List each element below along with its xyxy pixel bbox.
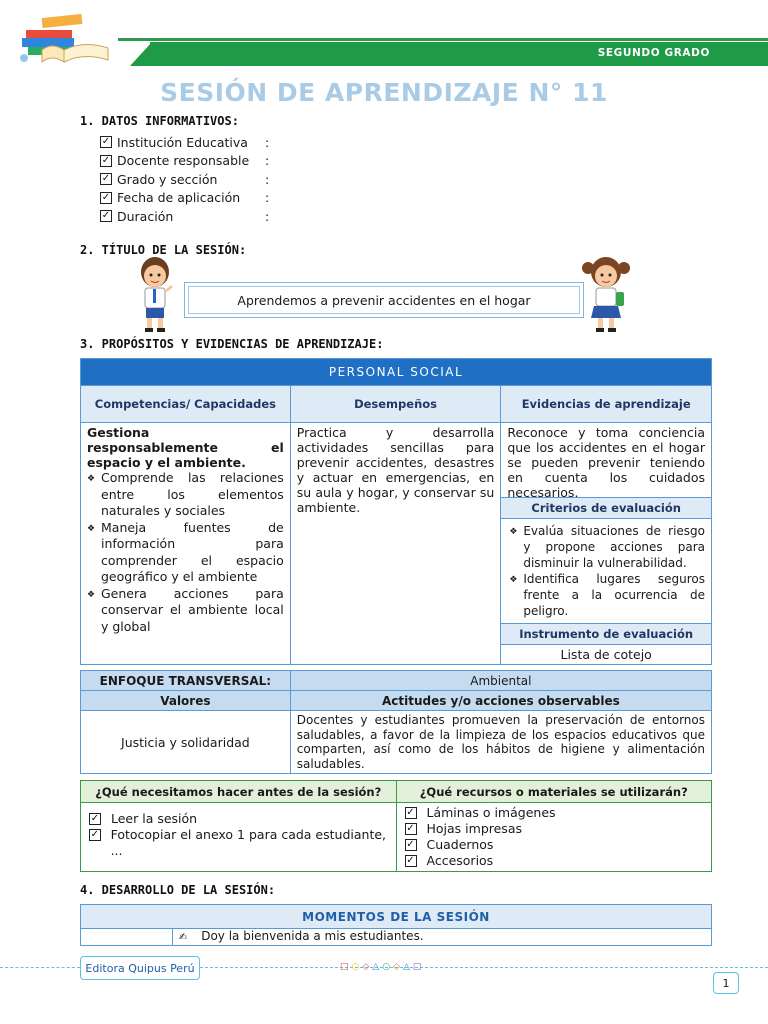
list-item: ✓ Accesorios (406, 853, 494, 868)
checkbox-icon: ✓ (406, 807, 415, 818)
datos-item: ✓ Duración : (101, 208, 270, 224)
moment-cell (81, 929, 173, 946)
page-number: 1 (713, 972, 739, 994)
list-item: ✓ Leer la sesión (90, 811, 198, 826)
col-desempenos: Desempeños (290, 386, 501, 423)
actions-heading: Actitudes y/o acciones observables (290, 691, 711, 711)
session-title-box (184, 282, 584, 318)
purposes-table (80, 358, 712, 665)
enfoque-label: ENFOQUE TRANSVERSAL: (81, 671, 291, 691)
checkbox-icon: ✓ (406, 823, 415, 834)
section-datos-heading: 1. DATOS INFORMATIVOS: (80, 114, 239, 128)
instrument-heading: Instrumento de evaluación (501, 623, 711, 645)
actions-text: Docentes y estudiantes promueven la preservación de entornos saludables, a favor de la limpieza de los espacios educativos que comparten, así como de los hábitos de higiene y alimentación saludables. (290, 711, 711, 774)
values-text: Justicia y solidaridad (81, 711, 291, 774)
preparation-table (80, 780, 712, 872)
page-header (0, 0, 768, 70)
criteria-item: ❖ Evalúa situaciones de riesgo y propone acciones para disminuir la vulnerabilidad. (509, 523, 705, 571)
instrument-value: Lista de cotejo (560, 647, 652, 662)
pencil-icon: ✍ (178, 932, 188, 943)
checkbox-icon: ✓ (90, 813, 100, 824)
page-title: SESIÓN DE APRENDIZAJE N° 11 (160, 78, 608, 107)
datos-item: ✓ Institución Educativa : (101, 134, 270, 150)
competence-cell (81, 423, 291, 665)
section-development-heading: 4. DESARROLLO DE LA SESIÓN: (80, 883, 276, 897)
capacity-item: ❖ Maneja fuentes de información para comprender el espacio geográfico y el ambiente (87, 520, 284, 586)
enfoque-table (80, 670, 712, 774)
datos-list (100, 133, 275, 226)
checkbox-icon: ✓ (101, 210, 111, 222)
checkbox-icon: ✓ (406, 839, 415, 850)
performance-cell: Practica y desarrolla actividades sencillas para prevenir accidentes, desastres y actuar en emergencias, en su aula y hogar, y conservar su ambiente. (290, 423, 501, 665)
competence-name: Gestiona responsablemente el espacio y el ambiente. (87, 425, 284, 470)
evidence-text: Reconoce y toma conciencia que los accidentes en el hogar se pueden prevenir teniendo en cuenta los cuidados necesarios. (507, 425, 705, 500)
capacity-item: ❖ Genera acciones para conservar el ambiente local y global (87, 586, 284, 636)
evidence-cell (501, 423, 712, 665)
checkbox-icon: ✓ (101, 136, 111, 148)
girl-illustration-icon (580, 254, 632, 336)
session-title: Aprendemos a prevenir accidentes en el hogar (237, 292, 531, 308)
section-title-heading: 2. TÍTULO DE LA SESIÓN: (80, 243, 247, 257)
checkbox-icon: ✓ (101, 154, 111, 166)
area-header: PERSONAL SOCIAL (81, 359, 712, 386)
materials-list (396, 803, 712, 872)
capacity-item: ❖ Comprende las relaciones entre los elementos naturales y sociales (87, 470, 284, 520)
datos-item: ✓ Grado y sección : (101, 171, 270, 187)
before-list (81, 803, 397, 872)
checkbox-icon: ✓ (101, 173, 111, 185)
datos-item: ✓ Fecha de aplicación : (101, 190, 270, 206)
section-purposes-heading: 3. PROPÓSITOS Y EVIDENCIAS DE APRENDIZAJE: (80, 337, 384, 351)
checkbox-icon: ✓ (406, 855, 415, 866)
col-evidencias: Evidencias de aprendizaje (501, 386, 712, 423)
moment-text: ✍ Doy la bienvenida a mis estudiantes. (172, 929, 711, 946)
moments-heading: MOMENTOS DE LA SESIÓN (81, 905, 712, 929)
decorative-shapes-icon: □○◇△○◇△□ (340, 962, 425, 972)
list-item: ✓ Cuadernos (406, 837, 494, 852)
datos-item: ✓ Docente responsable : (101, 153, 270, 169)
list-item: ✓ Láminas o imágenes (406, 805, 556, 820)
list-item: ✓ Hojas impresas (406, 821, 522, 836)
checkbox-icon: ✓ (90, 829, 99, 840)
grade-label: SEGUNDO GRADO (597, 47, 710, 59)
before-heading: ¿Qué necesitamos hacer antes de la sesión? (81, 781, 397, 803)
col-competencias: Competencias/ Capacidades (81, 386, 291, 423)
criteria-item: ❖ Identifica lugares seguros frente a la ocurrencia de peligro. (509, 571, 705, 619)
materials-heading: ¿Qué recursos o materiales se utilizarán? (396, 781, 712, 803)
enfoque-value: Ambiental (290, 671, 711, 691)
checkbox-icon: ✓ (101, 191, 111, 203)
list-item: ✓ Fotocopiar el anexo 1 para cada estudiante, ... (90, 827, 387, 858)
books-logo-icon (12, 10, 120, 66)
publisher-badge: Editora Quipus Perú (80, 956, 200, 980)
values-heading: Valores (81, 691, 291, 711)
criteria-heading: Criterios de evaluación (501, 497, 711, 519)
moments-table (80, 904, 712, 946)
boy-illustration-icon (132, 254, 178, 336)
